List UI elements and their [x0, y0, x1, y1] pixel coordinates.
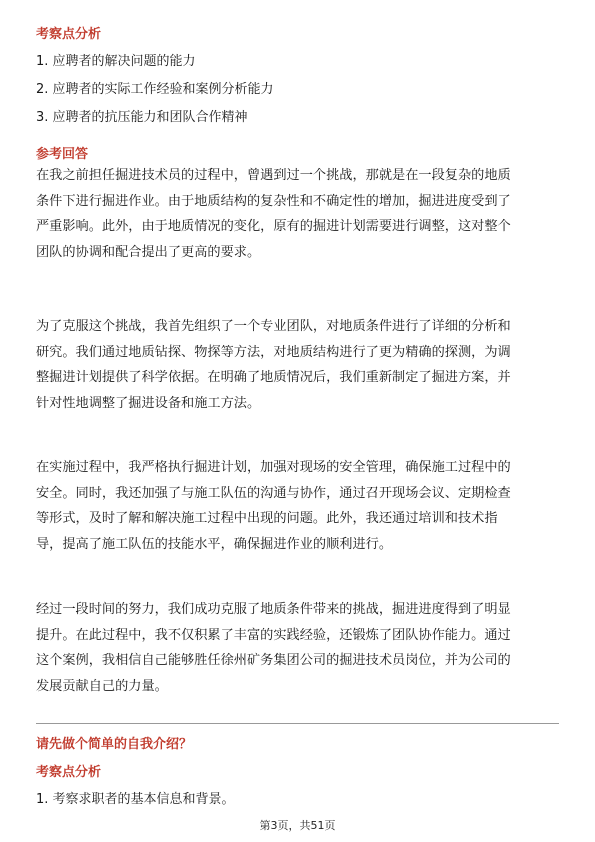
paragraph-line: 严重影响。此外，由于地质情况的变化，原有的掘进计划需要进行调整，这对整个 — [36, 219, 511, 234]
analysis-item: 3. 应聘者的抗压能力和团队合作精神 — [36, 110, 248, 125]
analysis-heading: 考察点分析 — [36, 27, 102, 42]
paragraph-line: 为了克服这个挑战，我首先组织了一个专业团队，对地质条件进行了详细的分析和 — [36, 319, 511, 334]
paragraph-line: 团队的协调和配合提出了更高的要求。 — [36, 244, 261, 260]
paragraph-line: 这个案例，我相信自己能够胜任徐州矿务集团公司的掘进技术员岗位，并为公司的 — [36, 653, 511, 668]
paragraph-line: 发展贡献自己的力量。 — [36, 678, 168, 694]
section-divider — [36, 723, 559, 724]
answer-paragraph — [36, 163, 559, 265]
paragraph-line: 经过一段时间的努力，我们成功克服了地质条件带来的挑战，掘进进度得到了明显 — [36, 602, 511, 617]
paragraph-line: 针对性地调整了掘进设备和施工方法。 — [36, 395, 261, 411]
paragraph-line: 条件下进行掘进作业。由于地质结构的复杂性和不确定性的增加，掘进进度受到了 — [36, 193, 511, 209]
paragraph-line: 安全。同时，我还加强了与施工队伍的沟通与协作，通过召开现场会议、定期检查 — [36, 485, 511, 501]
answer-paragraph — [36, 314, 559, 416]
paragraph-line: 在我之前担任掘进技术员的过程中，曾遇到过一个挑战，那就是在一段复杂的地质 — [36, 168, 511, 183]
paragraph-line: 提升。在此过程中，我不仅积累了丰富的实践经验，还锻炼了团队协作能力。通过 — [36, 627, 511, 643]
analysis-item: 2. 应聘者的实际工作经验和案例分析能力 — [36, 82, 274, 97]
paragraph-line: 导，提高了施工队伍的技能水平，确保掘进作业的顺利进行。 — [36, 536, 393, 552]
page-footer: 第3页，共51页 — [259, 819, 336, 832]
question-title: 请先做个简单的自我介绍？ — [36, 737, 193, 752]
paragraph-line: 研究。我们通过地质钻探、物探等方法，对地质结构进行了更为精确的探测，为调 — [36, 344, 511, 360]
paragraph-line: 整掘进计划提供了科学依据。在明确了地质情况后，我们重新制定了掘进方案，并 — [36, 370, 511, 385]
analysis-heading: 考察点分析 — [36, 765, 102, 780]
answer-paragraph — [36, 597, 559, 699]
paragraph-line: 等形式，及时了解和解决施工过程中出现的问题。此外，我还通过培训和技术指 — [36, 511, 498, 526]
analysis-item: 1. 考察求职者的基本信息和背景。 — [36, 792, 235, 807]
answer-paragraph — [36, 455, 559, 557]
paragraph-line: 在实施过程中，我严格执行掘进计划，加强对现场的安全管理，确保施工过程中的 — [36, 460, 511, 475]
analysis-item: 1. 应聘者的解决问题的能力 — [36, 54, 196, 69]
answer-heading: 参考回答 — [36, 147, 89, 162]
